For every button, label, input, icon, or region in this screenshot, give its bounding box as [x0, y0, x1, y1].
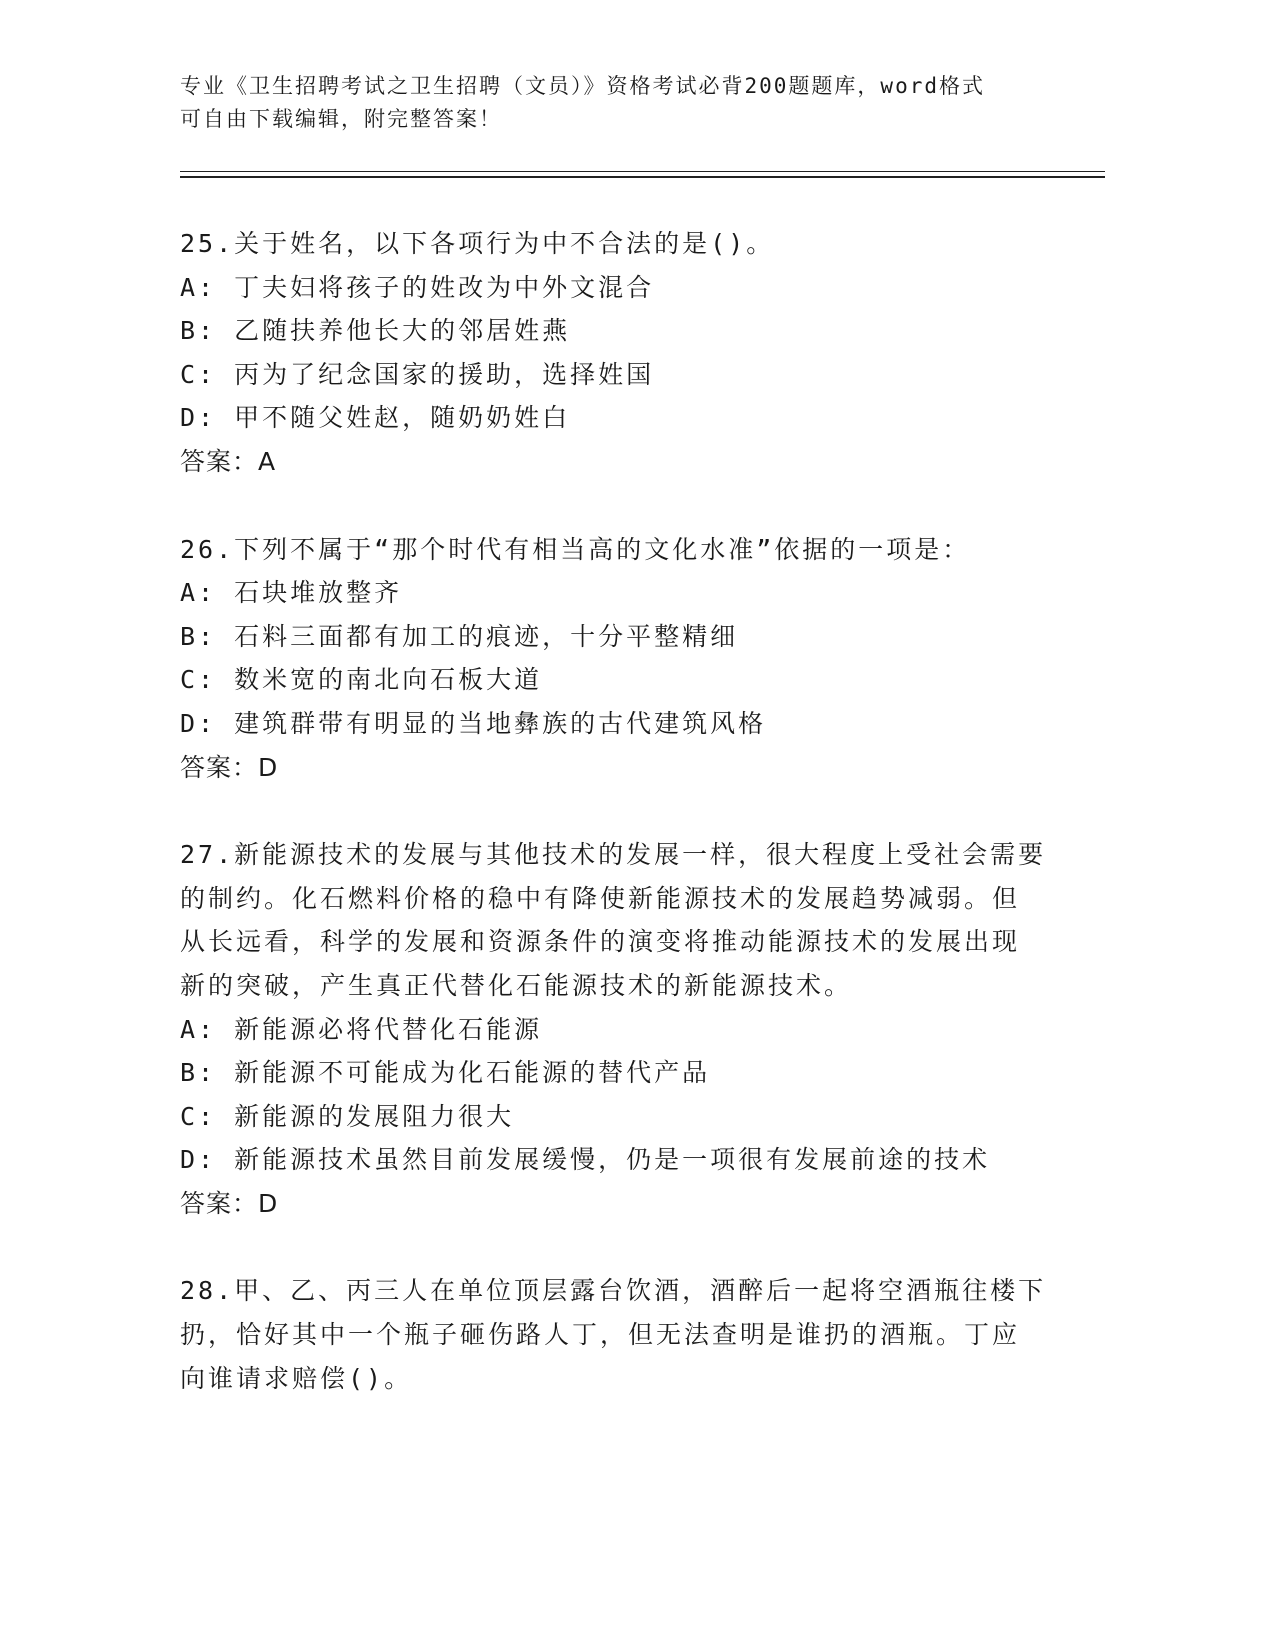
option-b: B: 乙随扶养他长大的邻居姓燕 — [180, 316, 571, 346]
question-text: 28.甲、乙、丙三人在单位顶层露台饮酒，酒醉后一起将空酒瓶往楼下 — [180, 1276, 1047, 1306]
document-header — [180, 70, 1060, 136]
option-c: C: 新能源的发展阻力很大 — [180, 1101, 515, 1131]
header-divider-thin — [180, 171, 1105, 172]
option-c: C: 数米宽的南北向石板大道 — [180, 665, 543, 695]
question-text: 扔，恰好其中一个瓶子砸伤路人丁，但无法查明是谁扔的酒瓶。丁应 — [180, 1320, 1021, 1350]
option-d: D: 甲不随父姓赵，随奶奶姓白 — [180, 403, 571, 433]
option-d: D: 建筑群带有明显的当地彝族的古代建筑风格 — [180, 708, 767, 738]
question-27 — [180, 833, 1080, 1225]
option-c: C: 丙为了纪念国家的援助，选择姓国 — [180, 359, 655, 389]
option-b: B: 石料三面都有加工的痕迹，十分平整精细 — [180, 621, 739, 651]
answer: 答案：D — [180, 1188, 279, 1218]
option-d: D: 新能源技术虽然目前发展缓慢，仍是一项很有发展前途的技术 — [180, 1145, 991, 1175]
answer: 答案：A — [180, 446, 277, 476]
option-a: A: 石块堆放整齐 — [180, 578, 403, 608]
question-25 — [180, 222, 1080, 484]
answer: 答案：D — [180, 752, 279, 782]
question-text: 向谁请求赔偿()。 — [180, 1363, 413, 1393]
option-a: A: 新能源必将代替化石能源 — [180, 1014, 543, 1044]
question-text: 25.关于姓名，以下各项行为中不合法的是()。 — [180, 229, 775, 258]
header-line: 专业《卫生招聘考试之卫生招聘（文员）》资格考试必背200题题库，word格式 — [180, 74, 985, 98]
question-text: 从长远看，科学的发展和资源条件的演变将推动能源技术的发展出现 — [180, 927, 1021, 957]
option-a: A: 丁夫妇将孩子的姓改为中外文混合 — [180, 272, 655, 302]
question-text: 26.下列不属于“那个时代有相当高的文化水准”依据的一项是： — [180, 534, 971, 564]
question-28 — [180, 1269, 1080, 1400]
question-text: 的制约。化石燃料价格的稳中有降使新能源技术的发展趋势减弱。但 — [180, 883, 1021, 913]
question-text: 27.新能源技术的发展与其他技术的发展一样，很大程度上受社会需要 — [180, 840, 1047, 870]
header-line: 可自由下载编辑，附完整答案！ — [180, 107, 502, 131]
question-26 — [180, 528, 1080, 790]
question-text: 新的突破，产生真正代替化石能源技术的新能源技术。 — [180, 970, 853, 1000]
header-divider-thick — [180, 176, 1105, 178]
question-list — [180, 222, 1080, 1444]
option-b: B: 新能源不可能成为化石能源的替代产品 — [180, 1058, 711, 1088]
